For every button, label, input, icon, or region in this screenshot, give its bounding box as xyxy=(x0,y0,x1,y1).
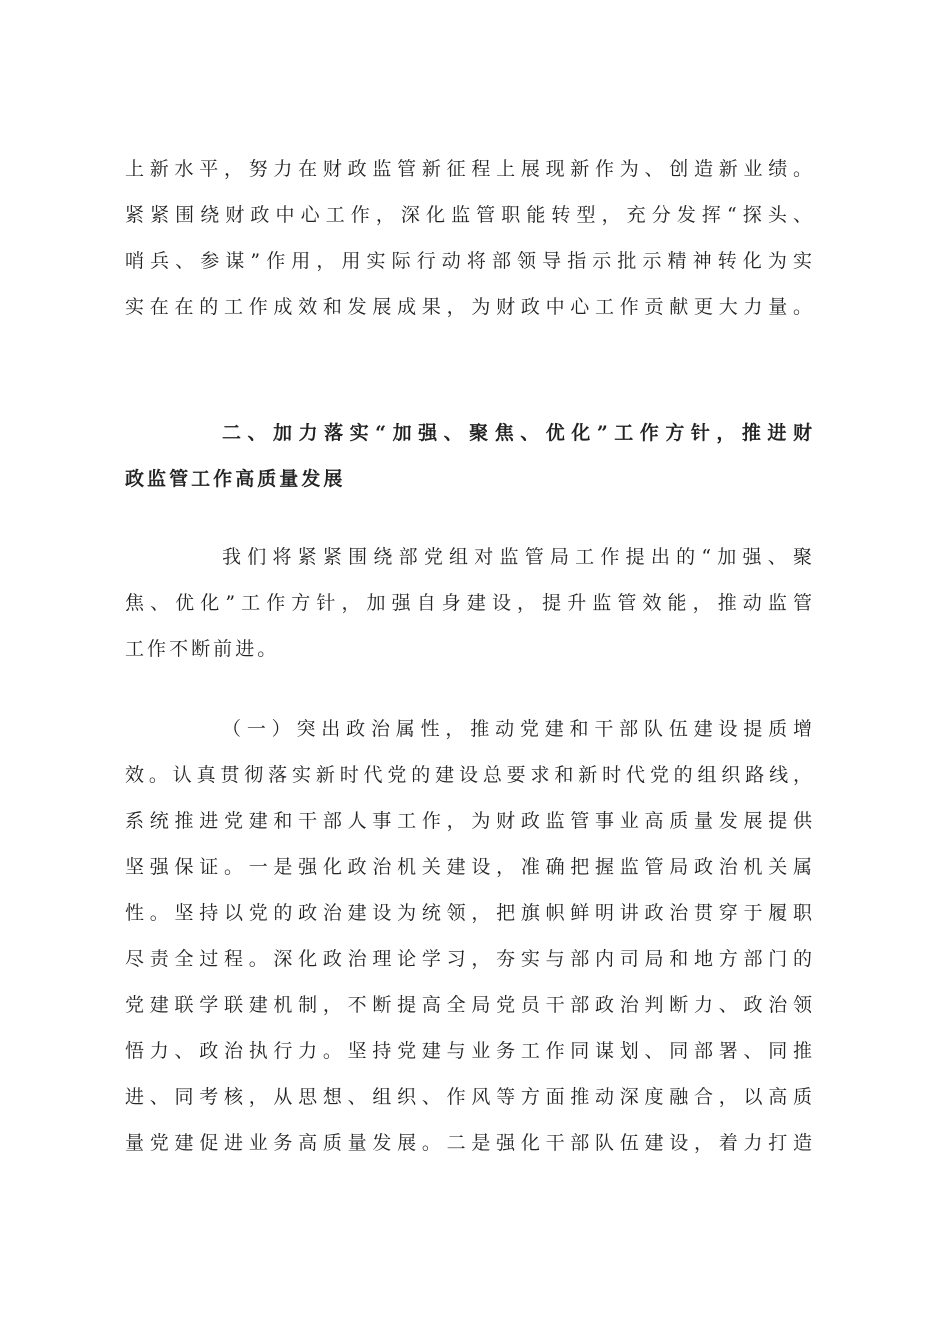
text-line: 量党建促进业务高质量发展。二是强化干部队伍建设，着力打造 xyxy=(125,1132,815,1154)
text-line: 党建联学联建机制，不断提高全局党员干部政治判断力、政治领 xyxy=(125,994,815,1016)
text-line: 哨兵、参谋”作用，用实际行动将部领导指示批示精神转化为实 xyxy=(125,250,815,272)
text-line: （一）突出政治属性，推动党建和干部队伍建设提质增 xyxy=(222,718,815,740)
text-line: 性。坚持以党的政治建设为统领，把旗帜鲜明讲政治贯穿于履职 xyxy=(125,902,815,924)
text-line: 坚强保证。一是强化政治机关建设，准确把握监管局政治机关属 xyxy=(125,856,815,878)
text-line: 尽责全过程。深化政治理论学习，夯实与部内司局和地方部门的 xyxy=(125,948,815,970)
text-line: 工作不断前进。 xyxy=(125,638,280,660)
text-line: 悟力、政治执行力。坚持党建与业务工作同谋划、同部署、同推 xyxy=(125,1040,815,1062)
text-line: 实在在的工作成效和发展成果，为财政中心工作贡献更大力量。 xyxy=(125,296,815,318)
text-line: 紧紧围绕财政中心工作，深化监管职能转型，充分发挥“探头、 xyxy=(125,204,815,226)
text-line: 效。认真贯彻落实新时代党的建设总要求和新时代党的组织路线， xyxy=(125,764,815,786)
text-line: 进、同考核，从思想、组织、作风等方面推动深度融合，以高质 xyxy=(125,1086,815,1108)
text-line: 我们将紧紧围绕部党组对监管局工作提出的“加强、聚 xyxy=(222,546,815,568)
text-line: 焦、优化”工作方针，加强自身建设，提升监管效能，推动监管 xyxy=(125,592,815,614)
text-line: 上新水平，努力在财政监管新征程上展现新作为、创造新业绩。 xyxy=(125,158,815,180)
heading-line: 二、加力落实“加强、聚焦、优化”工作方针，推进财 xyxy=(222,422,815,444)
text-line: 系统推进党建和干部人事工作，为财政监管事业高质量发展提供 xyxy=(125,810,815,832)
heading-line: 政监管工作高质量发展 xyxy=(125,468,346,490)
